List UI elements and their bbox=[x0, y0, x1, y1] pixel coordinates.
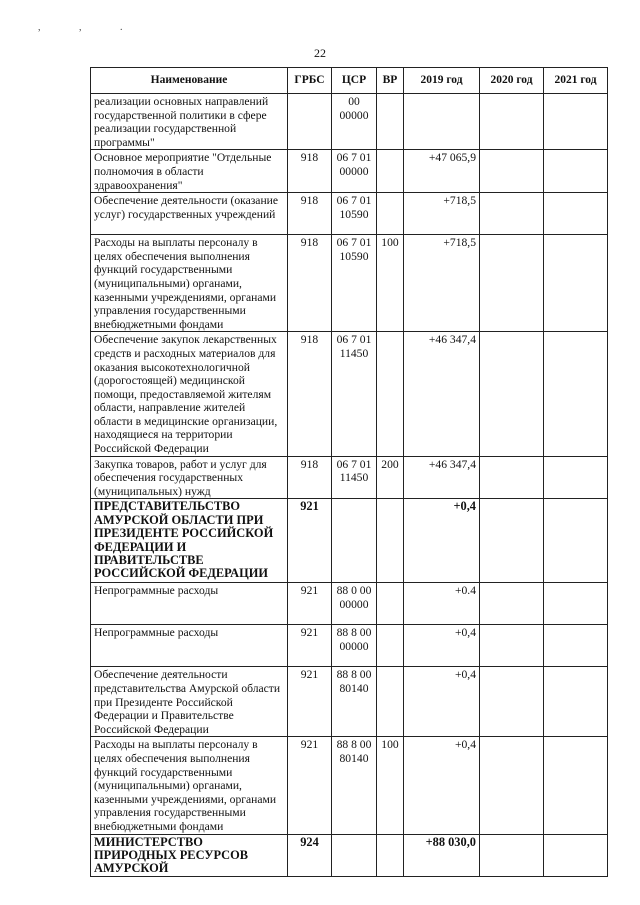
row-2021 bbox=[544, 625, 608, 667]
row-2021 bbox=[544, 834, 608, 876]
row-2020 bbox=[480, 332, 544, 456]
row-csr: 06 7 01 10590 bbox=[332, 193, 377, 235]
row-2019: +0.4 bbox=[404, 583, 480, 625]
row-2020 bbox=[480, 235, 544, 332]
row-2021 bbox=[544, 499, 608, 583]
row-2020 bbox=[480, 193, 544, 235]
header-2021: 2021 год bbox=[544, 68, 608, 94]
row-2020 bbox=[480, 667, 544, 737]
row-name: МИНИСТЕРСТВО ПРИРОДНЫХ РЕСУРСОВ АМУРСКОЙ bbox=[91, 834, 288, 876]
row-csr: 06 7 01 10590 bbox=[332, 235, 377, 332]
row-name: Обеспечение закупок лекарственных средств и расходных материалов для оказания высокотехнологичной (дорогостоящей) медицинской помощи, предоставляемой жителям области, направление жителей области в медицинские организации, находящиеся на территории Российской Федерации bbox=[91, 332, 288, 456]
row-name: Основное мероприятие "Отдельные полномочия в области здравоохранения" bbox=[91, 150, 288, 193]
table-row bbox=[91, 193, 608, 235]
table-row bbox=[91, 499, 608, 583]
row-2019: +0,4 bbox=[404, 667, 480, 737]
row-2020 bbox=[480, 737, 544, 834]
row-grbs: 918 bbox=[288, 456, 332, 499]
row-csr: 06 7 01 11450 bbox=[332, 332, 377, 456]
header-grbs: ГРБС bbox=[288, 68, 332, 94]
row-2019: +88 030,0 bbox=[404, 834, 480, 876]
table-header-row bbox=[91, 68, 608, 94]
row-vr: 200 bbox=[377, 456, 404, 499]
row-vr: 100 bbox=[377, 235, 404, 332]
row-2019 bbox=[404, 94, 480, 150]
row-grbs: 921 bbox=[288, 583, 332, 625]
row-2019: +0,4 bbox=[404, 625, 480, 667]
row-csr: 88 8 00 80140 bbox=[332, 667, 377, 737]
row-2020 bbox=[480, 834, 544, 876]
row-vr bbox=[377, 625, 404, 667]
header-name: Наименование bbox=[91, 68, 288, 94]
row-grbs: 921 bbox=[288, 625, 332, 667]
row-2019: +0,4 bbox=[404, 737, 480, 834]
row-csr: 88 0 00 00000 bbox=[332, 583, 377, 625]
row-2021 bbox=[544, 737, 608, 834]
row-2021 bbox=[544, 583, 608, 625]
row-csr: 00 00000 bbox=[332, 94, 377, 150]
header-vr: ВР bbox=[377, 68, 404, 94]
row-2019: +718,5 bbox=[404, 193, 480, 235]
row-2021 bbox=[544, 193, 608, 235]
row-2021 bbox=[544, 456, 608, 499]
row-csr: 88 8 00 80140 bbox=[332, 737, 377, 834]
header-2019: 2019 год bbox=[404, 68, 480, 94]
row-grbs bbox=[288, 94, 332, 150]
table-row bbox=[91, 625, 608, 667]
row-csr: 06 7 01 11450 bbox=[332, 456, 377, 499]
table-row bbox=[91, 332, 608, 456]
row-name: Обеспечение деятельности представительства Амурской области при Президенте Российской Федерации и Правительстве Российской Федерации bbox=[91, 667, 288, 737]
table-row bbox=[91, 583, 608, 625]
row-name: Обеспечение деятельности (оказание услуг) государственных учреждений bbox=[91, 193, 288, 235]
header-csr: ЦСР bbox=[332, 68, 377, 94]
row-vr bbox=[377, 499, 404, 583]
table-row bbox=[91, 94, 608, 150]
row-vr bbox=[377, 667, 404, 737]
row-name: Непрограммные расходы bbox=[91, 583, 288, 625]
row-vr: 100 bbox=[377, 737, 404, 834]
row-grbs: 918 bbox=[288, 193, 332, 235]
row-grbs: 918 bbox=[288, 235, 332, 332]
row-csr: 88 8 00 00000 bbox=[332, 625, 377, 667]
table-row bbox=[91, 737, 608, 834]
row-grbs: 924 bbox=[288, 834, 332, 876]
row-2019: +47 065,9 bbox=[404, 150, 480, 193]
row-2020 bbox=[480, 583, 544, 625]
row-2020 bbox=[480, 456, 544, 499]
row-2019: +0,4 bbox=[404, 499, 480, 583]
row-vr bbox=[377, 193, 404, 235]
table-row bbox=[91, 667, 608, 737]
row-2021 bbox=[544, 667, 608, 737]
row-csr bbox=[332, 834, 377, 876]
row-grbs: 921 bbox=[288, 667, 332, 737]
row-2021 bbox=[544, 332, 608, 456]
row-vr bbox=[377, 583, 404, 625]
row-2020 bbox=[480, 625, 544, 667]
row-name: Закупка товаров, работ и услуг для обеспечения государственных (муниципальных) нужд bbox=[91, 456, 288, 499]
table-row bbox=[91, 150, 608, 193]
row-grbs: 921 bbox=[288, 737, 332, 834]
row-2019: +718,5 bbox=[404, 235, 480, 332]
row-vr bbox=[377, 834, 404, 876]
row-2021 bbox=[544, 94, 608, 150]
budget-table bbox=[90, 67, 608, 877]
table-row bbox=[91, 456, 608, 499]
row-vr bbox=[377, 150, 404, 193]
row-2019: +46 347,4 bbox=[404, 456, 480, 499]
scan-marks: , , . bbox=[38, 22, 141, 33]
row-name: Расходы на выплаты персоналу в целях обеспечения выполнения функций государственными (муниципальными) органами, казенными учреждениями, органами управления государственными внебюджетными фондами bbox=[91, 737, 288, 834]
row-csr bbox=[332, 499, 377, 583]
row-grbs: 921 bbox=[288, 499, 332, 583]
row-vr bbox=[377, 94, 404, 150]
header-2020: 2020 год bbox=[480, 68, 544, 94]
row-2021 bbox=[544, 150, 608, 193]
table-row bbox=[91, 834, 608, 876]
row-2020 bbox=[480, 150, 544, 193]
row-name: Непрограммные расходы bbox=[91, 625, 288, 667]
row-2020 bbox=[480, 499, 544, 583]
row-vr bbox=[377, 332, 404, 456]
page-number: 22 bbox=[314, 46, 326, 60]
row-name: ПРЕДСТАВИТЕЛЬСТВО АМУРСКОЙ ОБЛАСТИ ПРИ ПРЕЗИДЕНТЕ РОССИЙСКОЙ ФЕДЕРАЦИИ И ПРАВИТЕЛЬСТВЕ РОССИЙСКОЙ ФЕДЕРАЦИИ bbox=[91, 499, 288, 583]
row-name: Расходы на выплаты персоналу в целях обеспечения выполнения функций государственными (муниципальными) органами, казенными учреждениями, органами управления государственными внебюджетными фондами bbox=[91, 235, 288, 332]
row-csr: 06 7 01 00000 bbox=[332, 150, 377, 193]
row-grbs: 918 bbox=[288, 150, 332, 193]
row-2021 bbox=[544, 235, 608, 332]
row-name: реализации основных направлений государственной политики в сфере реализации государственной программы" bbox=[91, 94, 288, 150]
row-2019: +46 347,4 bbox=[404, 332, 480, 456]
row-grbs: 918 bbox=[288, 332, 332, 456]
table-row bbox=[91, 235, 608, 332]
row-2020 bbox=[480, 94, 544, 150]
